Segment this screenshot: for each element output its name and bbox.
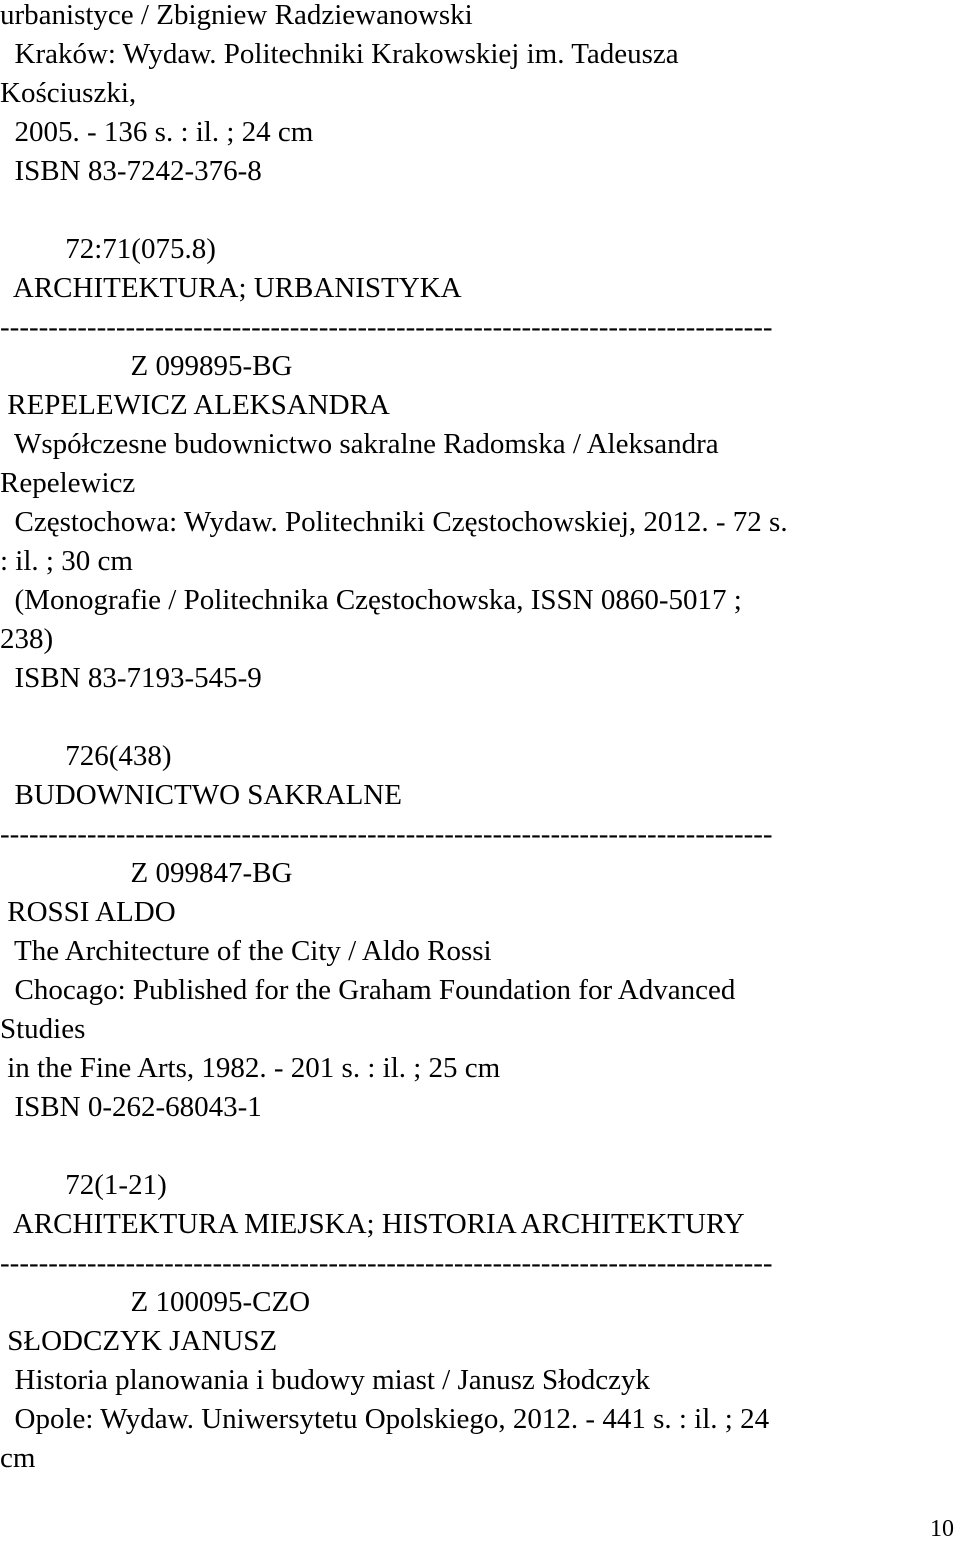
title-continuation: urbanistyce / Zbigniew Radziewanowski [0, 0, 473, 31]
author-name: SŁODCZYK JANUSZ [0, 1325, 278, 1357]
separator-line: -------------------------------------------------------------------------------- [0, 311, 773, 343]
publication-line: Częstochowa: Wydaw. Politechniki Częstochowskiej, 2012. - 72 s. [0, 506, 788, 538]
classification-number: 726(438) [0, 740, 172, 772]
series-line: (Monografie / Politechnika Częstochowska, ISSN 0860-5017 ; [0, 584, 742, 616]
subject-heading: ARCHITEKTURA; URBANISTYKA [0, 272, 462, 304]
title-line: Repelewicz [0, 467, 136, 499]
publication-line: cm [0, 1442, 36, 1474]
publication-line: Studies [0, 1013, 86, 1045]
series-line: 238) [0, 623, 54, 655]
classification-number: 72(1-21) [0, 1169, 167, 1201]
publication-line: Kraków: Wydaw. Politechniki Krakowskiej im. Tadeusza [0, 38, 679, 70]
record-id: Z 099847-BG [0, 857, 293, 889]
title-line: Historia planowania i budowy miast / Janusz Słodczyk [0, 1364, 650, 1396]
separator-line: -------------------------------------------------------------------------------- [0, 1247, 773, 1279]
subject-heading: ARCHITEKTURA MIEJSKA; HISTORIA ARCHITEKTURY [0, 1208, 745, 1240]
title-line: The Architecture of the City / Aldo Rossi [0, 935, 492, 967]
author-name: ROSSI ALDO [0, 896, 176, 928]
isbn-line: ISBN 83-7242-376-8 [0, 155, 262, 187]
publication-line: : il. ; 30 cm [0, 545, 133, 577]
title-line: Współczesne budownictwo sakralne Radomska / Aleksandra [0, 428, 719, 460]
publication-line: Kościuszki, [0, 77, 137, 109]
isbn-line: ISBN 83-7193-545-9 [0, 662, 262, 694]
isbn-line: ISBN 0-262-68043-1 [0, 1091, 262, 1123]
classification-number: 72:71(075.8) [0, 233, 216, 265]
record-id: Z 099895-BG [0, 350, 293, 382]
subject-heading: BUDOWNICTWO SAKRALNE [0, 779, 402, 811]
publication-line: 2005. - 136 s. : il. ; 24 cm [0, 116, 314, 148]
author-name: REPELEWICZ ALEKSANDRA [0, 389, 390, 421]
publication-line: Opole: Wydaw. Uniwersytetu Opolskiego, 2012. - 441 s. : il. ; 24 [0, 1403, 770, 1435]
record-id: Z 100095-CZO [0, 1286, 311, 1318]
page-number: 10 [930, 1516, 954, 1542]
separator-line: -------------------------------------------------------------------------------- [0, 818, 773, 850]
publication-line: in the Fine Arts, 1982. - 201 s. : il. ; 25 cm [0, 1052, 501, 1084]
publication-line: Chocago: Published for the Graham Foundation for Advanced [0, 974, 736, 1006]
